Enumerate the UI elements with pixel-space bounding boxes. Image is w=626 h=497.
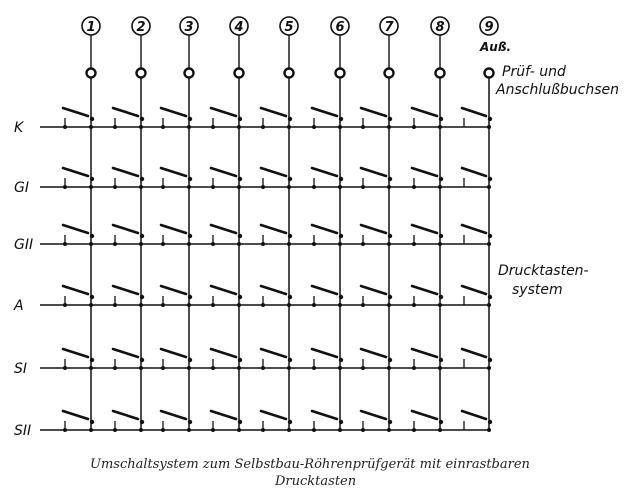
push-button-switch	[63, 168, 88, 176]
column-number-label: 4	[234, 20, 244, 35]
test-socket	[235, 69, 244, 78]
push-button-switch	[361, 411, 386, 419]
wire-junction	[387, 428, 391, 432]
switch-contact	[140, 420, 144, 424]
wire-junction	[139, 366, 143, 370]
push-button-switch	[412, 108, 437, 116]
wire-junction	[187, 125, 191, 129]
push-button-switch	[462, 349, 486, 357]
push-button-switch	[63, 411, 88, 419]
push-button-switch	[462, 108, 486, 116]
push-button-switch	[412, 168, 437, 176]
switch-contact	[188, 358, 192, 362]
wire-junction	[338, 366, 342, 370]
wire-junction	[338, 428, 342, 432]
wire-junction	[487, 125, 491, 129]
switch-contact	[238, 420, 242, 424]
push-button-switch	[113, 411, 138, 419]
switch-matrix	[13, 17, 498, 439]
push-button-switch	[312, 225, 337, 233]
wire-junction	[89, 366, 93, 370]
wire-junction	[187, 428, 191, 432]
push-button-switch	[412, 286, 437, 294]
row-label: SII	[14, 423, 32, 439]
column-number-label: 7	[384, 20, 394, 35]
wire-junction	[237, 185, 241, 189]
push-button-switch	[113, 168, 138, 176]
push-button-switch	[312, 411, 337, 419]
push-button-switch	[211, 225, 236, 233]
wire-junction	[187, 242, 191, 246]
switch-contact	[488, 420, 492, 424]
switch-contact	[439, 420, 443, 424]
wire-junction	[287, 366, 291, 370]
push-button-switch	[161, 108, 186, 116]
switch-contact	[288, 420, 292, 424]
switch-contact	[238, 177, 242, 181]
wire-junction	[338, 185, 342, 189]
test-socket	[485, 69, 494, 78]
caption-line2: Drucktasten	[275, 474, 357, 489]
switch-contact	[488, 177, 492, 181]
row-label: GI	[14, 180, 29, 196]
switch-contact	[439, 177, 443, 181]
caption-line1: Umschaltsystem zum Selbstbau-Röhrenprüfgerät mit einrastbaren	[90, 457, 530, 472]
push-button-switch	[211, 286, 236, 294]
push-button-switch	[211, 108, 236, 116]
row-label: GII	[14, 237, 34, 253]
switch-contact	[288, 358, 292, 362]
switch-contact	[439, 358, 443, 362]
switch-contact	[188, 420, 192, 424]
test-socket	[385, 69, 394, 78]
push-button-switch	[312, 286, 337, 294]
column-number-label: 5	[284, 20, 294, 35]
push-button-switch	[361, 225, 386, 233]
wire-junction	[237, 303, 241, 307]
push-button-switch	[211, 168, 236, 176]
wire-junction	[438, 185, 442, 189]
wire-junction	[139, 242, 143, 246]
wire-junction	[438, 366, 442, 370]
row-label: K	[14, 120, 24, 136]
switch-contact	[488, 358, 492, 362]
push-button-switch	[312, 349, 337, 357]
test-socket	[137, 69, 146, 78]
switch-contact	[388, 117, 392, 121]
push-button-switch	[113, 286, 138, 294]
wire-junction	[387, 366, 391, 370]
switch-contact	[388, 420, 392, 424]
push-button-switch	[161, 225, 186, 233]
push-button-switch	[113, 349, 138, 357]
wire-junction	[487, 428, 491, 432]
test-socket	[185, 69, 194, 78]
switch-contact	[238, 234, 242, 238]
push-button-switch	[113, 108, 138, 116]
row-label: A	[14, 298, 24, 314]
switch-contact	[140, 358, 144, 362]
switch-contact	[488, 295, 492, 299]
column-number-label: 9	[484, 20, 494, 35]
test-socket	[285, 69, 294, 78]
switch-contact	[188, 234, 192, 238]
switch-contact	[90, 295, 94, 299]
switch-contact	[388, 177, 392, 181]
row-label: SI	[14, 361, 28, 377]
wire-junction	[438, 303, 442, 307]
test-socket	[336, 69, 345, 78]
switch-contact	[339, 420, 343, 424]
wire-junction	[187, 366, 191, 370]
switch-contact	[238, 358, 242, 362]
wire-junction	[438, 242, 442, 246]
switch-contact	[238, 295, 242, 299]
switch-contact	[188, 295, 192, 299]
push-button-switch	[261, 349, 286, 357]
switch-contact	[90, 117, 94, 121]
push-button-switch	[412, 349, 437, 357]
wire-junction	[438, 125, 442, 129]
sockets-label-line2: Anschlußbuchsen	[496, 82, 620, 98]
wire-junction	[287, 303, 291, 307]
push-button-switch	[462, 168, 486, 176]
push-button-switch	[312, 168, 337, 176]
push-button-switch	[261, 286, 286, 294]
push-button-switch	[261, 108, 286, 116]
push-button-switch	[161, 411, 186, 419]
switch-contact	[288, 234, 292, 238]
push-button-switch	[63, 349, 88, 357]
switch-contact	[488, 117, 492, 121]
wire-junction	[287, 428, 291, 432]
push-button-switch	[211, 411, 236, 419]
push-button-switch	[161, 349, 186, 357]
column-9-sublabel: Auß.	[480, 40, 512, 54]
push-button-switch	[412, 225, 437, 233]
system-label-line1: Drucktasten-	[498, 263, 589, 279]
push-button-switch	[361, 349, 386, 357]
push-button-switch	[261, 225, 286, 233]
wire-junction	[89, 428, 93, 432]
switch-contact	[439, 295, 443, 299]
push-button-switch	[161, 168, 186, 176]
switch-contact	[488, 234, 492, 238]
push-button-switch	[462, 411, 486, 419]
sockets-label-line1: Prüf- und	[502, 64, 566, 80]
push-button-switch	[63, 286, 88, 294]
wire-junction	[487, 366, 491, 370]
wire-junction	[287, 242, 291, 246]
system-label-line2: system	[512, 282, 563, 298]
wire-junction	[89, 185, 93, 189]
column-number-label: 8	[435, 20, 445, 35]
wire-junction	[487, 303, 491, 307]
switch-contact	[439, 117, 443, 121]
wire-junction	[287, 125, 291, 129]
switch-contact	[339, 295, 343, 299]
wire-junction	[237, 428, 241, 432]
wire-junction	[387, 125, 391, 129]
wire-junction	[487, 242, 491, 246]
switch-contact	[288, 117, 292, 121]
switch-contact	[140, 295, 144, 299]
push-button-switch	[261, 168, 286, 176]
push-button-switch	[361, 108, 386, 116]
wire-junction	[387, 185, 391, 189]
wire-junction	[187, 185, 191, 189]
wire-junction	[139, 428, 143, 432]
switch-contact	[288, 295, 292, 299]
wire-junction	[338, 125, 342, 129]
wire-junction	[338, 242, 342, 246]
switch-contact	[339, 358, 343, 362]
switch-contact	[339, 177, 343, 181]
push-button-switch	[361, 286, 386, 294]
test-socket	[436, 69, 445, 78]
push-button-switch	[63, 108, 88, 116]
wire-junction	[387, 303, 391, 307]
switch-contact	[188, 117, 192, 121]
wire-junction	[438, 428, 442, 432]
switch-contact	[90, 358, 94, 362]
push-button-switch	[113, 225, 138, 233]
push-button-switch	[462, 225, 486, 233]
switch-contact	[339, 234, 343, 238]
push-button-switch	[462, 286, 486, 294]
switch-contact	[188, 177, 192, 181]
wire-junction	[237, 242, 241, 246]
wire-junction	[139, 125, 143, 129]
switch-contact	[90, 234, 94, 238]
switch-contact	[140, 234, 144, 238]
wire-junction	[387, 242, 391, 246]
switch-contact	[140, 177, 144, 181]
switch-contact	[90, 420, 94, 424]
switch-contact	[238, 117, 242, 121]
test-socket	[87, 69, 96, 78]
push-button-switch	[261, 411, 286, 419]
wire-junction	[89, 242, 93, 246]
switch-contact	[388, 295, 392, 299]
wire-junction	[287, 185, 291, 189]
push-button-switch	[412, 411, 437, 419]
switch-contact	[388, 358, 392, 362]
push-button-switch	[361, 168, 386, 176]
switch-contact	[388, 234, 392, 238]
switch-contact	[90, 177, 94, 181]
switch-contact	[439, 234, 443, 238]
column-number-label: 3	[184, 20, 194, 35]
switch-contact	[288, 177, 292, 181]
wire-junction	[89, 303, 93, 307]
wire-junction	[187, 303, 191, 307]
push-button-switch	[312, 108, 337, 116]
wire-junction	[338, 303, 342, 307]
push-button-switch	[161, 286, 186, 294]
wire-junction	[487, 185, 491, 189]
push-button-switch	[211, 349, 236, 357]
column-number-label: 2	[136, 20, 146, 35]
wire-junction	[237, 366, 241, 370]
switch-contact	[339, 117, 343, 121]
switch-contact	[140, 117, 144, 121]
column-number-label: 6	[335, 20, 345, 35]
wire-junction	[237, 125, 241, 129]
column-number-label: 1	[86, 20, 96, 35]
wire-junction	[139, 303, 143, 307]
push-button-switch	[63, 225, 88, 233]
wire-junction	[89, 125, 93, 129]
wire-junction	[139, 185, 143, 189]
